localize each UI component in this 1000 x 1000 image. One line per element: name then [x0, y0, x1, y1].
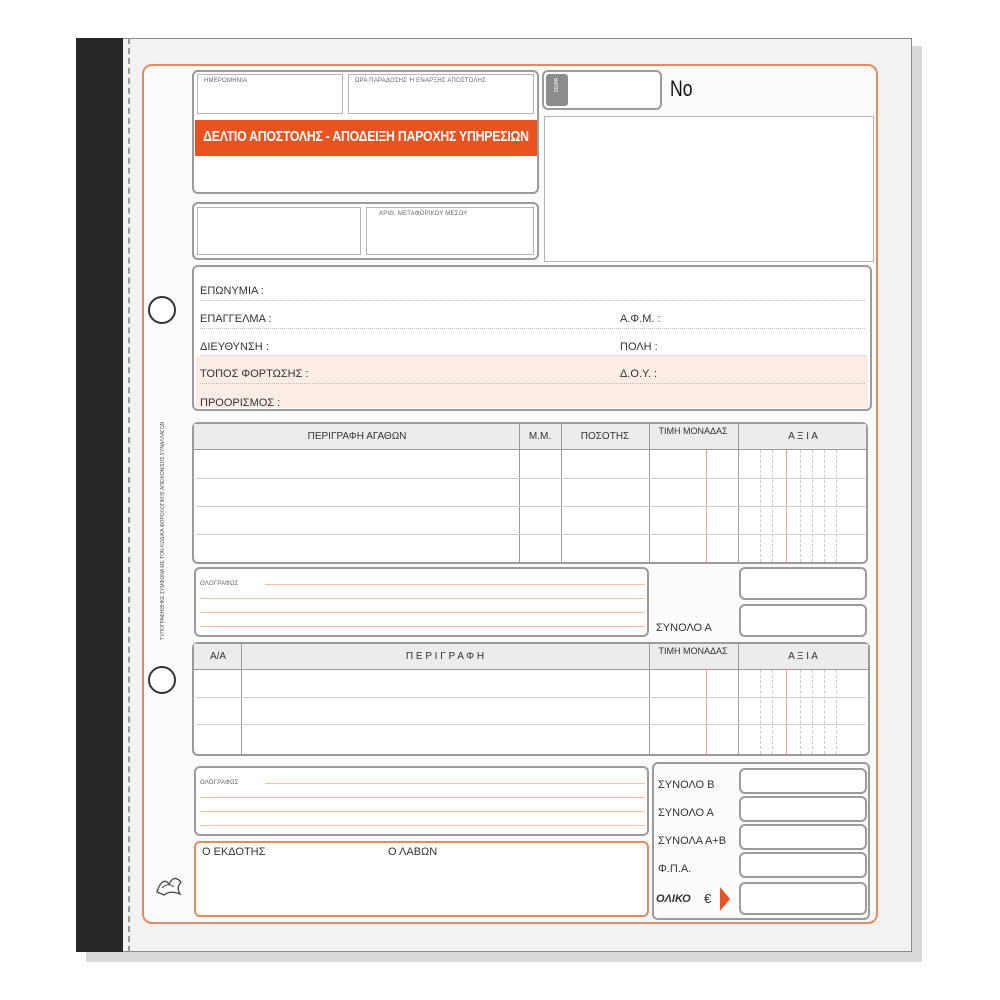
- total-ab-label: ΣΥΝΟΛΑ Α+Β: [658, 835, 727, 847]
- total-ab-field[interactable]: [739, 824, 867, 850]
- rule: [200, 598, 645, 599]
- transport-field[interactable]: [197, 207, 361, 255]
- rule: [200, 383, 865, 384]
- vehicle-field[interactable]: [366, 207, 534, 255]
- time-label: ΩΡΑ ΠΑΡΑΔΟΣΗΣ Ή ΕΝΑΡΞΗΣ ΑΠΟΣΤΟΛΗΣ: [355, 78, 487, 84]
- customer-shaded-band: [196, 356, 868, 408]
- rule: [200, 825, 645, 826]
- currency-symbol: €: [704, 891, 712, 906]
- name-label: ΕΠΩΝΥΜΙΑ :: [200, 285, 264, 297]
- title-banner: [195, 120, 537, 156]
- perforation-line: [128, 38, 130, 952]
- number-label: No: [670, 76, 693, 101]
- col-divider: [738, 424, 739, 562]
- total-b-label: ΣΥΝΟΛΟ Β: [658, 779, 715, 791]
- total-a-field-top[interactable]: [739, 604, 867, 637]
- series-label: ΣΕΙΡΑ: [554, 78, 560, 93]
- vat-label: Φ.Π.Α.: [658, 863, 692, 875]
- goods-col-unit: Μ.Μ.: [528, 431, 552, 442]
- city-label: ΠΟΛΗ :: [620, 341, 658, 353]
- destination-label: ΠΡΟΟΡΙΣΜΟΣ :: [200, 397, 281, 409]
- table-row-line: [196, 724, 866, 725]
- rule: [200, 612, 645, 613]
- receiver-signature-label: Ο ΛΑΒΩΝ: [388, 846, 438, 858]
- in-words-b-label: ΟΛΟΓΡΑΦΩΣ: [200, 780, 239, 786]
- services-col-unit-price: ΤΙΜΗ ΜΟΝΑΔΑΣ: [658, 646, 728, 656]
- col-divider: [561, 424, 562, 562]
- grand-total-label: ΟΛΙΚΟ: [656, 893, 691, 905]
- address-label: ΔΙΕΥΘΥΝΣΗ :: [200, 341, 269, 353]
- carry-total-field[interactable]: [739, 567, 867, 600]
- services-col-number: Α/Α: [209, 651, 227, 662]
- table-row-line: [196, 534, 866, 535]
- time-field[interactable]: [348, 74, 534, 114]
- table-row-line: [196, 506, 866, 507]
- services-col-value: Α Ξ Ι Α: [788, 651, 818, 662]
- date-field[interactable]: [197, 74, 343, 114]
- vehicle-label: ΑΡΙΘ. ΜΕΤΑΦΟΡΙΚΟΥ ΜΕΣΟΥ: [379, 211, 468, 217]
- col-divider: [649, 424, 650, 562]
- digit-guide: [772, 670, 773, 754]
- rule: [200, 355, 865, 356]
- total-a-field[interactable]: [739, 796, 867, 822]
- arrow-right-icon: [720, 887, 730, 911]
- cents-divider: [786, 670, 787, 754]
- rule: [200, 300, 865, 301]
- date-label: ΗΜΕΡΟΜΗΝΙΑ: [204, 78, 248, 84]
- rule: [200, 328, 865, 329]
- vat-number-label: Α.Φ.Μ. :: [620, 313, 661, 325]
- in-words-a-label: ΟΛΟΓΡΑΦΩΣ: [200, 581, 239, 587]
- col-divider: [649, 644, 650, 754]
- series-tab: [546, 74, 568, 106]
- form-title: ΔΕΛΤΙΟ ΑΠΟΣΤΟΛΗΣ - ΑΠΟΔΕΙΞΗ ΠΑΡΟΧΗΣ ΥΠΗΡΕΣΙΩΝ: [195, 120, 537, 154]
- table-row-line: [196, 697, 866, 698]
- digit-guide: [800, 670, 801, 754]
- goods-col-value: Α Ξ Ι Α: [788, 431, 818, 442]
- col-divider: [738, 644, 739, 754]
- digit-guide: [824, 670, 825, 754]
- digit-guide: [760, 670, 761, 754]
- col-divider: [519, 424, 520, 562]
- profession-label: ΕΠΑΓΓΕΛΜΑ :: [200, 313, 272, 325]
- issuer-stamp-area: [544, 116, 874, 262]
- total-a-label-top: ΣΥΝΟΛΟ Α: [656, 622, 712, 634]
- col-divider: [241, 644, 242, 754]
- punch-hole-top: [148, 296, 176, 324]
- punch-hole-bottom: [148, 666, 176, 694]
- goods-col-unit-price: ΤΙΜΗ ΜΟΝΑΔΑΣ: [658, 426, 728, 436]
- vat-field[interactable]: [739, 852, 867, 878]
- printer-logo: [154, 870, 184, 898]
- binding-spine: [76, 38, 123, 952]
- side-note: ΤΥΠΟΓΡΑΦΗΘΗΚΕ ΣΥΜΦΩΝΑ ΜΕ ΤΟΝ ΚΩΔΙΚΑ ΦΟΡΟΛΟΓΙΚΗΣ ΑΠΕΙΚΟΝΙΣΗΣ ΣΥΝΑΛΛΑΓΩΝ: [160, 421, 166, 640]
- table-row-line: [196, 478, 866, 479]
- loading-place-label: ΤΟΠΟΣ ΦΟΡΤΩΣΗΣ :: [200, 368, 309, 380]
- rule: [200, 811, 645, 812]
- goods-col-description: ΠΕΡΙΓΡΑΦΗ ΑΓΑΘΩΝ: [307, 431, 407, 442]
- rule: [200, 626, 645, 627]
- rule: [265, 584, 645, 585]
- total-b-field[interactable]: [739, 768, 867, 794]
- issuer-signature-label: Ο ΕΚΔΟΤΗΣ: [202, 846, 266, 858]
- rule: [200, 797, 645, 798]
- tax-office-label: Δ.Ο.Υ. :: [620, 368, 658, 380]
- goods-col-quantity: ΠΟΣΟΤΗΣ: [580, 431, 630, 442]
- services-col-description: Π Ε Ρ Ι Γ Ρ Α Φ Η: [405, 651, 485, 662]
- total-a-label: ΣΥΝΟΛΟ Α: [658, 807, 714, 819]
- grand-total-field[interactable]: [739, 882, 867, 915]
- digit-guide: [812, 670, 813, 754]
- cents-divider: [706, 670, 707, 754]
- rule: [265, 783, 645, 784]
- digit-guide: [836, 670, 837, 754]
